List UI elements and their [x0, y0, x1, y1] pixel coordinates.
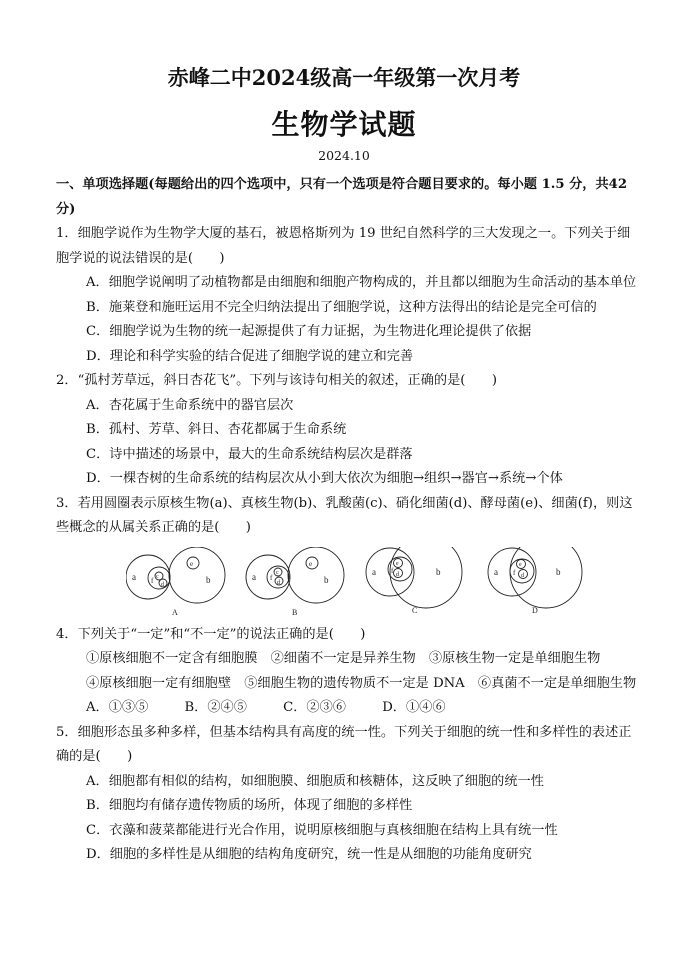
exam-content	[56, 173, 641, 868]
question-3-stem: 3．若用圆圈表示原核生物(a)、真核生物(b)、乳酸菌(c)、硝化细菌(d)、酵母菌(e)、细菌(f)，则这些概念的从属关系正确的是( )	[56, 495, 633, 535]
diagram-a-label-c: c	[156, 573, 159, 580]
diagram-d-label-d: d	[521, 572, 524, 579]
question-1-stem: 1．细胞学说作为生物学大厦的基石，被恩格斯列为 19 世纪自然科学的三大发现之一。下列关于细胞学说的说法错误的是( )	[56, 226, 631, 266]
exam-date: 2024.10	[318, 148, 370, 163]
circle-b-outer	[390, 547, 462, 608]
subject-title: 生物学试题	[271, 108, 417, 141]
venn-diagram-figure	[126, 547, 606, 619]
diagram-c-caption: C	[412, 605, 418, 615]
question-2-option-c: C．诗中描述的场景中，最大的生命系统结构层次是群落	[86, 446, 413, 462]
diagram-a-label-d: d	[161, 581, 164, 588]
question-5-option-b: B．细胞均有储存遗传物质的场所，体现了细胞的多样性	[86, 798, 413, 813]
diagram-a-caption: A	[172, 607, 178, 617]
diagram-a	[126, 547, 225, 617]
diagram-c-label-d: d	[396, 571, 399, 578]
question-1-option-d: D．理论和科学实验的结合促进了细胞学说的建立和完善	[86, 348, 414, 364]
question-2-stem: 2．“孤村芳草远，斜日杏花飞”。下列与该诗句相关的叙述，正确的是( )	[56, 373, 497, 388]
diagram-b-label-f: f	[270, 573, 273, 582]
question-4-option-c: C．②③⑥	[283, 700, 346, 715]
diagram-b-label-e: e	[309, 559, 313, 568]
diagram-b-caption: B	[292, 607, 298, 617]
question-3-diagrams	[56, 547, 641, 619]
question-4-options	[56, 696, 641, 721]
diagram-c-label-b: b	[436, 566, 441, 577]
diagram-a-label-f: f	[151, 576, 154, 585]
diagram-a-label-a: a	[132, 571, 136, 582]
circle-b-outer	[169, 547, 225, 603]
diagram-b-label-b: b	[324, 574, 329, 585]
question-2-option-b: B．孤村、芳草、斜日、杏花都属于生命系统	[86, 422, 347, 437]
diagram-d-label-b: b	[556, 566, 561, 577]
diagram-c	[366, 547, 462, 615]
diagram-a-label-b: b	[206, 574, 211, 585]
diagram-b-label-a: a	[252, 571, 256, 582]
exam-title: 赤峰二中2024级高一年级第一次月考	[167, 65, 521, 90]
question-2-option-d: D．一棵杏树的生命系统的结构层次从小到大依次为细胞→组织→器官→系统→个体	[86, 471, 563, 486]
diagram-a-label-e: e	[190, 559, 194, 568]
circle-b-outer	[288, 547, 344, 603]
section-heading: 一、单项选择题(每题给出的四个选项中，只有一个选项是符合题目要求的。每小题 1.5 分，共42 分)	[56, 177, 628, 217]
question-5-stem: 5．细胞形态虽多种多样，但基本结构具有高度的统一性。下列关于细胞的统一性和多样性的表述正确的是( )	[56, 724, 632, 764]
question-5-option-d: D．细胞的多样性是从细胞的结构角度研究，统一性是从细胞的功能角度研究	[86, 847, 532, 862]
diagram-d-label-f: f	[513, 568, 516, 577]
diagram-b-label-d: d	[277, 579, 280, 586]
question-5-option-c: C．衣藻和菠菜都能进行光合作用，说明原核细胞与真核细胞在结构上具有统一性	[86, 822, 558, 838]
question-4-stem: 4．下列关于“一定”和“不一定”的说法正确的是( )	[56, 626, 366, 642]
diagram-d-caption: D	[532, 605, 538, 615]
question-4-option-b: B．②④⑤	[184, 700, 247, 715]
question-1-option-c: C．细胞学说为生物的统一起源提供了有力证据，为生物进化理论提供了依据	[86, 324, 532, 339]
diagram-c-label-a: a	[372, 566, 376, 577]
question-1-option-b: B．施莱登和施旺运用不完全归纳法提出了细胞学说，这种方法得出的结论是完全可信的	[86, 299, 597, 315]
diagram-b-label-c: c	[276, 569, 279, 576]
diagram-d-label-a: a	[494, 566, 498, 577]
diagram-b	[246, 547, 344, 617]
question-4-statements-1: ①原核细胞不一定含有细胞膜 ②细菌不一定是异养生物 ③原核生物一定是单细胞生物	[86, 651, 601, 666]
question-4-statements-2: ④原核细胞一定有细胞壁 ⑤细胞生物的遗传物质不一定是 DNA ⑥真菌不一定是单细胞生物	[86, 675, 637, 691]
question-4-option-a: A．①③⑤	[86, 700, 149, 715]
diagram-d-label-e: e	[519, 561, 522, 568]
diagram-c-label-e: e	[396, 560, 399, 567]
question-1-option-a: A．细胞学说阐明了动植物都是由细胞和细胞产物构成的，并且都以细胞为生命活动的基本单位	[86, 275, 637, 290]
diagram-d	[488, 547, 582, 615]
question-2-option-a: A．杏花属于生命系统中的器官层次	[86, 397, 294, 413]
diagram-c-label-f: f	[391, 566, 394, 575]
question-5-option-a: A．细胞都有相似的结构，如细胞膜、细胞质和核糖体，这反映了细胞的统一性	[86, 773, 544, 789]
question-4-option-d: D．①④⑥	[382, 700, 446, 715]
